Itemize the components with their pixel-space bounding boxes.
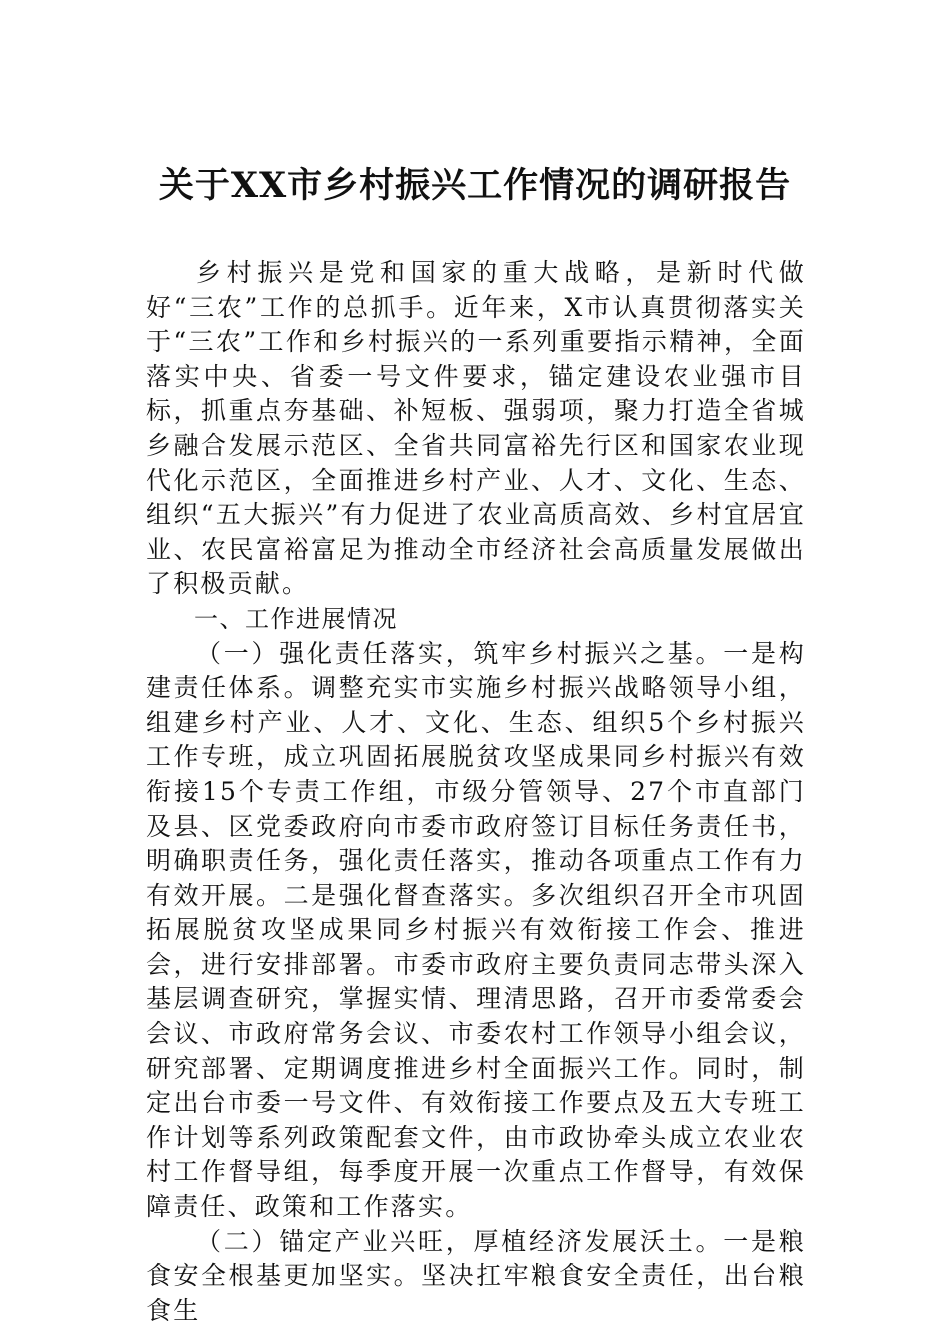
- subsection-2-paragraph: [146, 1225, 806, 1329]
- document-body: [146, 256, 806, 1328]
- document-title: 关于XX市乡村振兴工作情况的调研报告: [158, 165, 792, 206]
- section-heading: 一、工作进展情况: [194, 604, 398, 633]
- subsection-2-body: 一是粮食安全根基更加坚实。坚决扛牢粮食安全责任，出台粮食生: [146, 1226, 806, 1325]
- intro-paragraph: 乡村振兴是党和国家的重大战略，是新时代做好“三农”工作的总抓手。近年来，X市认真贯彻落实关于“三农”工作和乡村振兴的一系列重要指示精神，全面落实中央、省委一号文件要求，锚定建设农业强市目标，抓重点夯基础、补短板、强弱项，聚力打造全省城乡融合发展示范区、全省共同富裕先行区和国家农业现代化示范区，全面推进乡村产业、人才、文化、生态、组织“五大振兴”有力促进了农业高质高效、乡村宜居宜业、农民富裕富足为推动全市经济社会高质量发展做出了积极贡献。: [146, 258, 806, 599]
- subsection-1-body: 一是构建责任体系。调整充实市实施乡村振兴战略领导小组，组建乡村产业、人才、文化、生态、组织5个乡村振兴工作专班，成立巩固拓展脱贫攻坚成果同乡村振兴有效衔接15个专责工作组，市级分管领导、27个市直部门及县、区党委政府向市委市政府签订目标任务责任书，明确职责任务，强化责任落实，推动各项重点工作有力有效开展。二是强化督查落实。多次组织召开全市巩固拓展脱贫攻坚成果同乡村振兴有效衔接工作会、推进会，进行安排部署。市委市政府主要负责同志带头深入基层调查研究，掌握实情、理清思路，召开市委常委会会议、市政府常务会议、市委农村工作领导小组会议，研究部署、定期调度推进乡村全面振兴工作。同时，制定出台市委一号文件、有效衔接工作要点及五大专班工作计划等系列政策配套文件，由市政协牵头成立农业农村工作督导组，每季度开展一次重点工作督导，有效保障责任、政策和工作落实。: [146, 638, 806, 1222]
- subsection-2-title: （二）锚定产业兴旺，厚植经济发展沃土。: [196, 1226, 724, 1256]
- subsection-1-title: （一）强化责任落实，筑牢乡村振兴之基。: [196, 638, 724, 668]
- subsection-1-paragraph: [146, 637, 806, 1225]
